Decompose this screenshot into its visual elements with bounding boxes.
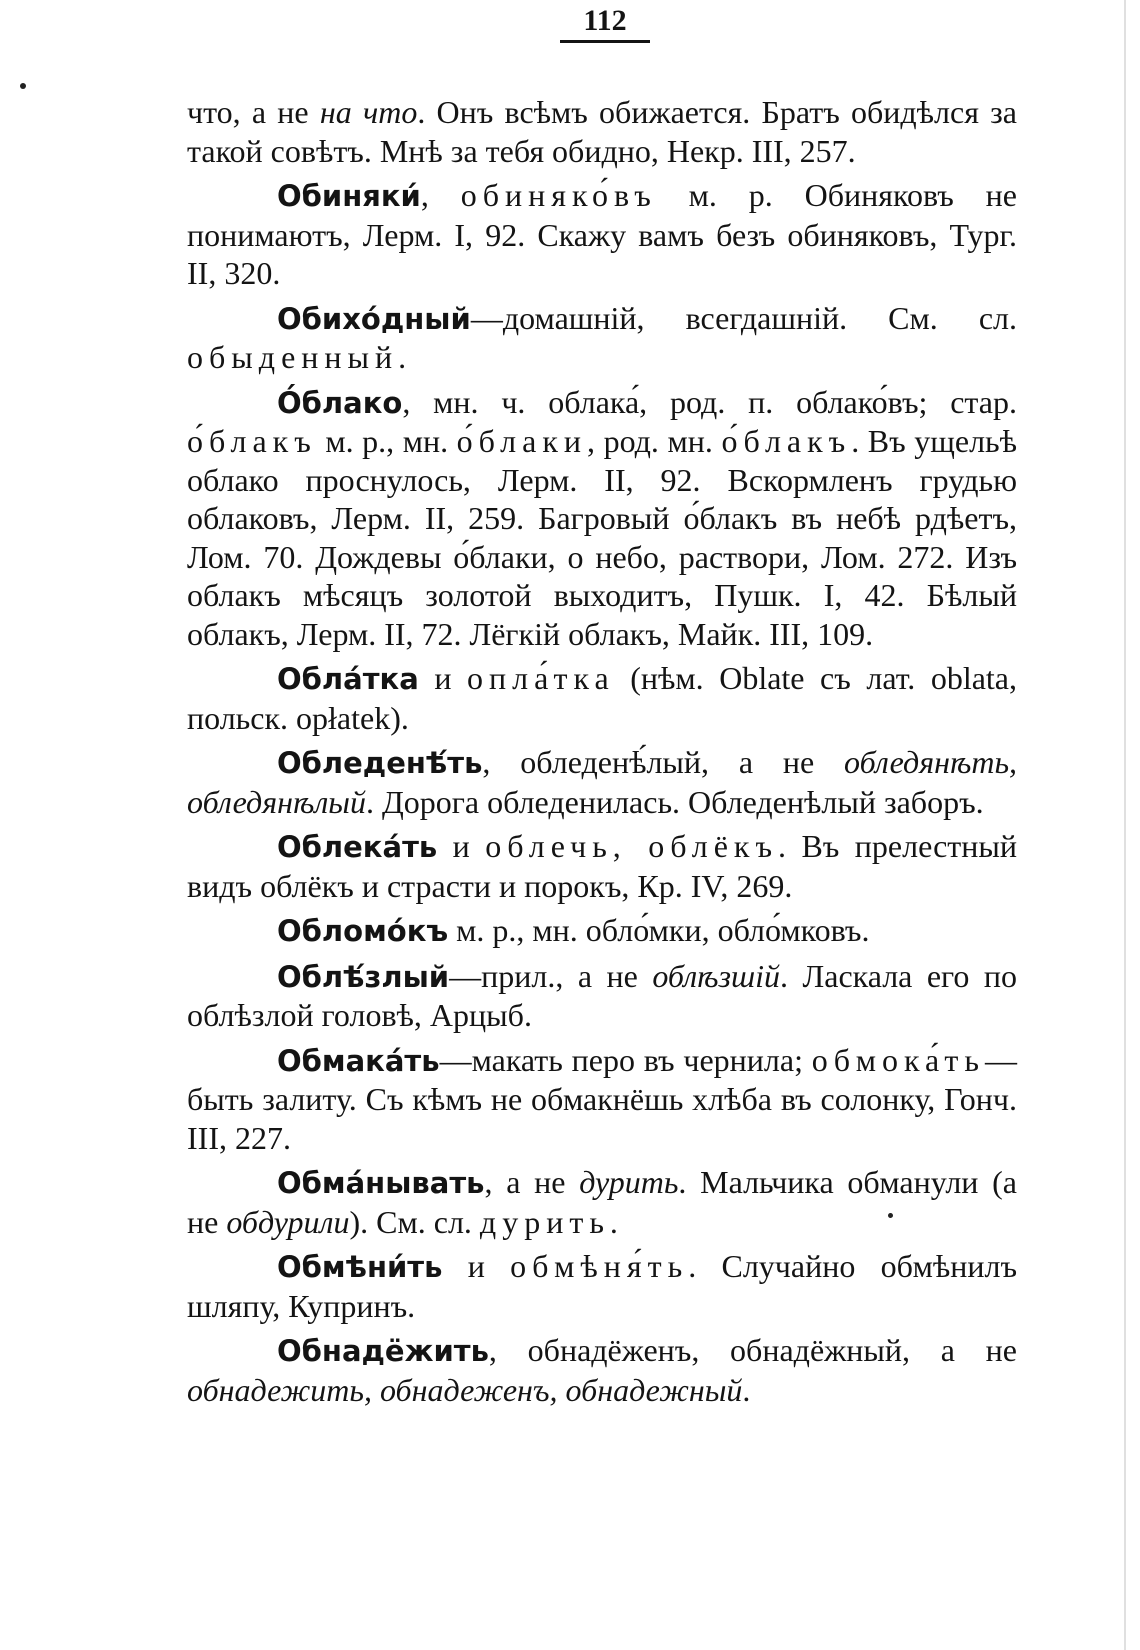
entry-spaced: дурить <box>479 1203 610 1240</box>
entry-text: . Въ ущельѣ облако проснулось, Лерм. II, 92. Вскормленъ грудью облаковъ, Лерм. II, 259. Багровый о́блакъ въ небѣ рдѣетъ, Лом. 70. Дождевы о́блаки, о небо, раствори, Лом. 272. Изъ облакъ мѣсяцъ золотой выходитъ, Пушк. I, 42. Бѣлый облакъ, Лерм. II, 72. Лёгкій облакъ, Майк. III, 109. <box>187 423 1018 652</box>
dictionary-entry <box>187 1247 1017 1325</box>
entry-text: . Онъ всѣмъ обижается. Братъ обидѣлся за такой совѣтъ. Мнѣ за тебя обидно, Некр. III, 257. <box>187 94 1017 169</box>
dictionary-entry <box>187 827 1017 905</box>
dictionary-entry <box>187 299 1017 377</box>
entry-text: . Случайно обмѣнилъ шляпу, Купринъ. <box>187 1248 1017 1324</box>
entry-text: . <box>742 1371 751 1408</box>
entry-headword: Обледенѣ́ть <box>277 746 483 780</box>
entry-italic: дурить <box>579 1164 679 1200</box>
entry-text: —домашній, всегдашній. См. сл. <box>470 299 1017 336</box>
entry-headword: Обихо́дный <box>277 301 471 336</box>
entry-text: —быть залиту. Съ кѣмъ не обмакнёшь хлѣба въ солонку, Гонч. III, 227. <box>187 1041 1017 1156</box>
entry-italic: облѣзшій <box>652 957 781 994</box>
entry-headword: Обломо́къ <box>277 914 449 948</box>
print-speck <box>20 83 26 89</box>
dictionary-entry <box>187 743 1017 821</box>
dictionary-entry <box>187 957 1017 1035</box>
entry-italic: обнадежить, обнадеженъ, обнадежный <box>187 1371 743 1408</box>
entry-text: м. р., мн. обло́мки, обло́мковъ. <box>448 912 870 948</box>
entry-italic: на что <box>319 94 418 130</box>
entry-text: и <box>418 660 467 696</box>
dictionary-entry <box>187 93 1017 170</box>
entry-text: м. р. Обиняковъ не понимаютъ, Лерм. I, 92. Скажу вамъ безъ обиняковъ, Тург. II, 320. <box>187 177 1018 291</box>
entry-spaced: облечь, облёкъ <box>485 828 778 864</box>
entry-headword: Обнадёжить <box>277 1334 489 1368</box>
dictionary-entry <box>187 911 1017 951</box>
entry-text: и <box>437 828 486 864</box>
entry-spaced: обиняко́въ <box>460 177 657 213</box>
entry-headword: Обмѣни́ть <box>277 1250 443 1284</box>
entry-headword: Облѣ́злый <box>277 959 450 994</box>
entry-text: м. р., мн. <box>316 423 457 459</box>
entry-text: —макать перо въ чернила; <box>439 1041 812 1078</box>
entry-text: . <box>609 1203 618 1240</box>
entry-spaced: о́блакъ <box>721 423 852 459</box>
entry-headword: О́блако <box>277 385 403 420</box>
entry-spaced: о́блаки <box>456 423 587 459</box>
entry-text: . Мальчика обманули (а не <box>187 1164 1017 1240</box>
dictionary-entry <box>187 1331 1017 1409</box>
dictionary-entry <box>187 1163 1017 1241</box>
entry-text: что, а не <box>187 94 320 130</box>
entry-text: . Дорога обледенилась. Обледенѣлый заборъ. <box>365 783 984 820</box>
entry-spaced: обмѣня́ть <box>510 1248 689 1284</box>
entry-spaced: обыденный <box>187 339 399 375</box>
entry-text: (нѣм. Oblate съ лат. oblata, польск. opłatek). <box>187 660 1018 736</box>
entry-spaced: опла́тка <box>467 660 615 696</box>
entry-text: . <box>398 339 407 375</box>
dictionary-text <box>187 93 1017 1415</box>
dictionary-entry <box>187 1041 1017 1158</box>
page-edge-line <box>1124 0 1126 1650</box>
entry-text: и <box>442 1248 511 1284</box>
entry-italic: обледянѣть, обледянѣлый <box>187 744 1017 820</box>
entry-text: —прил., а не <box>449 957 653 994</box>
entry-text: , а не <box>484 1164 580 1200</box>
entry-text: , обнадёженъ, обнадёжный, а не <box>488 1332 1017 1368</box>
entry-headword: Обмака́ть <box>277 1043 440 1078</box>
page-number: 112 <box>560 4 650 43</box>
entry-text: , род. мн. <box>587 423 722 459</box>
entry-headword: Обиняки́ <box>277 179 421 213</box>
entry-text: ). См. сл. <box>349 1203 480 1240</box>
entry-headword: Облека́ть <box>277 830 438 864</box>
entry-spaced: о́блакъ <box>187 423 317 459</box>
entry-text: , мн. ч. облака́, род. п. облако́въ; стар. <box>402 383 1017 420</box>
dictionary-entry <box>187 383 1017 654</box>
dictionary-entry <box>187 659 1017 737</box>
entry-headword: Обма́нывать <box>277 1166 485 1200</box>
entry-italic: обдурили <box>226 1203 350 1240</box>
entry-spaced: обмока́ть <box>811 1041 985 1078</box>
entry-text: . Ласкала его по облѣзлой головѣ, Арцыб. <box>187 957 1018 1033</box>
entry-text: . Въ прелестный видъ облёкъ и страсти и порокъ, Кр. IV, 269. <box>187 828 1018 904</box>
dictionary-entry <box>187 176 1017 293</box>
entry-text: , обледенѣ́лый, а не <box>482 744 845 780</box>
entry-headword: Обла́тка <box>277 662 419 696</box>
entry-text: , <box>420 177 461 213</box>
